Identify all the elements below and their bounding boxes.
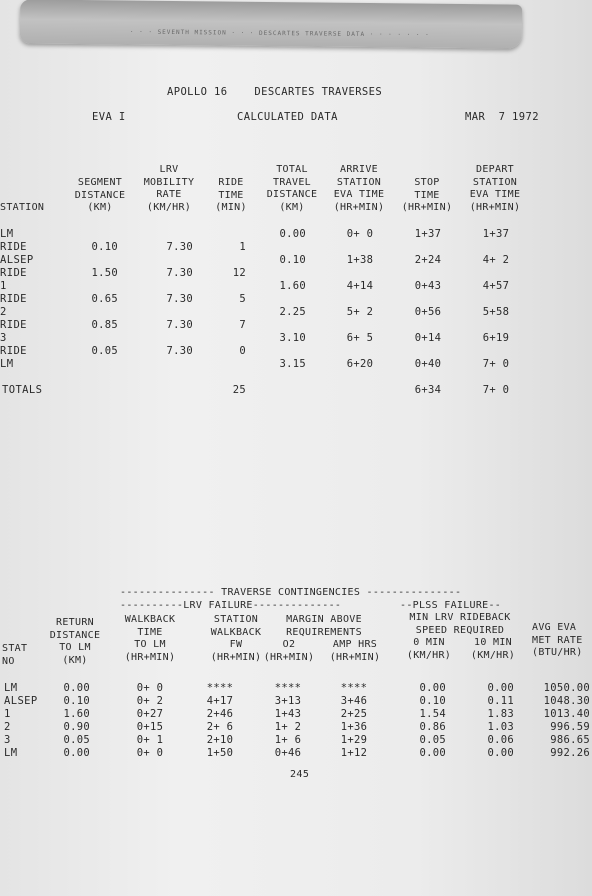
stop-time: 1+37 <box>414 228 442 240</box>
depart-station-time: 4+ 2 <box>482 254 510 266</box>
rideback-speed-10-min: 0.06 <box>487 734 514 746</box>
rideback-speed-0-min: 0.00 <box>419 747 446 759</box>
ride-time: 7 <box>239 319 246 331</box>
depart-station-time: 6+19 <box>482 332 510 344</box>
station-label: LM <box>0 228 14 240</box>
col-header-station-walkback: STATION WALKBACK FW (HR+MIN) <box>210 614 262 663</box>
plss-failure-heading: --PLSS FAILURE-- <box>400 600 502 611</box>
return-distance: 0.90 <box>63 721 90 733</box>
col-header-amp-hrs: AMP HRS (HR+MIN) <box>329 639 381 663</box>
ride-mobility-rate: 7.30 <box>166 267 193 279</box>
walkback-time: 0+ 0 <box>136 682 164 694</box>
binder-clip <box>20 0 522 49</box>
stop-time: 0+40 <box>414 358 442 370</box>
col-header-return-distance: RETURN DISTANCE TO LM (KM) <box>49 617 101 666</box>
rideback-speed-0-min: 0.10 <box>419 695 446 707</box>
rideback-speed-10-min: 1.03 <box>487 721 514 733</box>
total-travel-distance: 1.60 <box>279 280 306 292</box>
arrive-station-time: 5+ 2 <box>346 306 374 318</box>
avg-eva-met-rate: 986.65 <box>550 734 590 746</box>
report-title: APOLLO 16 DESCARTES TRAVERSES <box>167 86 383 98</box>
ride-mobility-rate: 7.30 <box>166 241 193 253</box>
station-walkback-fw: 2+10 <box>206 734 234 746</box>
ride-segment-distance: 1.50 <box>91 267 118 279</box>
col-header-total-travel-distance: TOTAL TRAVEL DISTANCE (KM) <box>266 164 318 213</box>
clip-text: · · · SEVENTH MISSION · · · DESCARTES TRAVERSE DATA · · · · · · · <box>129 28 430 39</box>
contingencies-title: --------------- TRAVERSE CONTINGENCIES --------------- <box>120 587 462 598</box>
depart-station-time: 4+57 <box>482 280 510 292</box>
col-header-min-lrv-rideback: MIN LRV RIDEBACK SPEED REQUIRED <box>409 612 511 636</box>
ride-mobility-rate: 7.30 <box>166 345 193 357</box>
margin-o2: 0+46 <box>274 747 302 759</box>
station-walkback-fw: 4+17 <box>206 695 234 707</box>
ride-mobility-rate: 7.30 <box>166 319 193 331</box>
return-distance: 0.00 <box>63 682 90 694</box>
arrive-station-time: 6+20 <box>346 358 374 370</box>
walkback-time: 0+27 <box>136 708 164 720</box>
station-label: RIDE <box>0 267 27 279</box>
walkback-time: 0+ 1 <box>136 734 164 746</box>
arrive-station-time: 1+38 <box>346 254 374 266</box>
margin-amp-hrs: **** <box>340 682 368 694</box>
station-label: 3 <box>0 332 7 344</box>
col-header-avg-eva-met-rate: AVG EVA MET RATE (BTU/HR) <box>532 622 583 659</box>
eva-label: EVA I <box>92 111 126 123</box>
col-header-margin-above: MARGIN ABOVE REQUIREMENTS <box>286 614 362 638</box>
col-header-o2: O2 (HR+MIN) <box>263 639 315 663</box>
margin-o2: **** <box>274 682 302 694</box>
avg-eva-met-rate: 1048.30 <box>543 695 590 707</box>
ride-segment-distance: 0.65 <box>91 293 118 305</box>
depart-station-time: 5+58 <box>482 306 510 318</box>
ride-segment-distance: 0.05 <box>91 345 118 357</box>
rideback-speed-10-min: 0.00 <box>487 682 514 694</box>
total-travel-distance: 0.10 <box>279 254 306 266</box>
total-travel-distance: 3.10 <box>279 332 306 344</box>
margin-amp-hrs: 1+29 <box>340 734 368 746</box>
col-header-arrive-station: ARRIVE STATION EVA TIME (HR+MIN) <box>333 164 385 213</box>
walkback-time: 0+ 2 <box>136 695 164 707</box>
total-travel-distance: 2.25 <box>279 306 306 318</box>
walkback-time: 0+ 0 <box>136 747 164 759</box>
avg-eva-met-rate: 996.59 <box>550 721 590 733</box>
stat-no: 3 <box>4 734 11 746</box>
return-distance: 0.05 <box>63 734 90 746</box>
margin-o2: 1+ 6 <box>274 734 302 746</box>
station-walkback-fw: 2+46 <box>206 708 234 720</box>
col-header-lrv-mobility-rate: LRV MOBILITY RATE (KM/HR) <box>143 164 195 213</box>
arrive-station-time: 6+ 5 <box>346 332 374 344</box>
ride-time: 12 <box>232 267 246 279</box>
ride-time: 1 <box>239 241 246 253</box>
rideback-speed-10-min: 0.00 <box>487 747 514 759</box>
avg-eva-met-rate: 992.26 <box>550 747 590 759</box>
report-date: MAR 7 1972 <box>465 111 539 123</box>
station-label: RIDE <box>0 293 27 305</box>
station-label: 1 <box>0 280 7 292</box>
avg-eva-met-rate: 1050.00 <box>543 682 590 694</box>
rideback-speed-0-min: 0.00 <box>419 682 446 694</box>
col-header-stop-time: STOP TIME (HR+MIN) <box>401 177 453 214</box>
stat-no: ALSEP <box>4 695 38 707</box>
margin-amp-hrs: 1+36 <box>340 721 368 733</box>
stat-no: 2 <box>4 721 11 733</box>
walkback-time: 0+15 <box>136 721 164 733</box>
station-label: RIDE <box>0 345 27 357</box>
totals-stop-time: 6+34 <box>414 384 442 396</box>
station-walkback-fw: 2+ 6 <box>206 721 234 733</box>
station-walkback-fw: **** <box>206 682 234 694</box>
col-header-segment-distance: SEGMENT DISTANCE (KM) <box>74 177 126 214</box>
depart-station-time: 7+ 0 <box>482 358 510 370</box>
margin-o2: 1+43 <box>274 708 302 720</box>
ride-mobility-rate: 7.30 <box>166 293 193 305</box>
station-label: LM <box>0 358 14 370</box>
station-walkback-fw: 1+50 <box>206 747 234 759</box>
col-header-stat-no: STAT NO <box>2 643 28 667</box>
margin-amp-hrs: 2+25 <box>340 708 368 720</box>
stop-time: 0+14 <box>414 332 442 344</box>
total-travel-distance: 0.00 <box>279 228 306 240</box>
stop-time: 2+24 <box>414 254 442 266</box>
ride-time: 5 <box>239 293 246 305</box>
col-header-ten-min: 10 MIN (KM/HR) <box>470 637 516 661</box>
rideback-speed-10-min: 1.83 <box>487 708 514 720</box>
rideback-speed-0-min: 1.54 <box>419 708 446 720</box>
page-number: 245 <box>290 769 310 780</box>
ride-segment-distance: 0.10 <box>91 241 118 253</box>
totals-depart-time: 7+ 0 <box>482 384 510 396</box>
arrive-station-time: 0+ 0 <box>346 228 374 240</box>
station-label: 2 <box>0 306 7 318</box>
ride-segment-distance: 0.85 <box>91 319 118 331</box>
col-header-zero-min: 0 MIN (KM/HR) <box>406 637 452 661</box>
return-distance: 1.60 <box>63 708 90 720</box>
rideback-speed-10-min: 0.11 <box>487 695 514 707</box>
total-travel-distance: 3.15 <box>279 358 306 370</box>
col-header-ride-time: RIDE TIME (MIN) <box>215 177 247 214</box>
col-header-walkback-time: WALKBACK TIME TO LM (HR+MIN) <box>124 614 176 663</box>
stop-time: 0+56 <box>414 306 442 318</box>
arrive-station-time: 4+14 <box>346 280 374 292</box>
stat-no: LM <box>4 682 18 694</box>
rideback-speed-0-min: 0.05 <box>419 734 446 746</box>
rideback-speed-0-min: 0.86 <box>419 721 446 733</box>
stat-no: LM <box>4 747 18 759</box>
margin-o2: 3+13 <box>274 695 302 707</box>
ride-time: 0 <box>239 345 246 357</box>
col-header-depart-station: DEPART STATION EVA TIME (HR+MIN) <box>469 164 521 213</box>
report-subtitle: CALCULATED DATA <box>237 111 338 123</box>
depart-station-time: 1+37 <box>482 228 510 240</box>
return-distance: 0.00 <box>63 747 90 759</box>
margin-o2: 1+ 2 <box>274 721 302 733</box>
col-header-station: STATION <box>0 202 45 213</box>
station-label: ALSEP <box>0 254 34 266</box>
station-label: RIDE <box>0 241 27 253</box>
return-distance: 0.10 <box>63 695 90 707</box>
station-label: RIDE <box>0 319 27 331</box>
avg-eva-met-rate: 1013.40 <box>543 708 590 720</box>
margin-amp-hrs: 1+12 <box>340 747 368 759</box>
totals-ride-time: 25 <box>232 384 246 396</box>
totals-label: TOTALS <box>2 384 43 396</box>
stop-time: 0+43 <box>414 280 442 292</box>
stat-no: 1 <box>4 708 11 720</box>
margin-amp-hrs: 3+46 <box>340 695 368 707</box>
lrv-failure-heading: ----------LRV FAILURE-------------- <box>120 600 342 611</box>
